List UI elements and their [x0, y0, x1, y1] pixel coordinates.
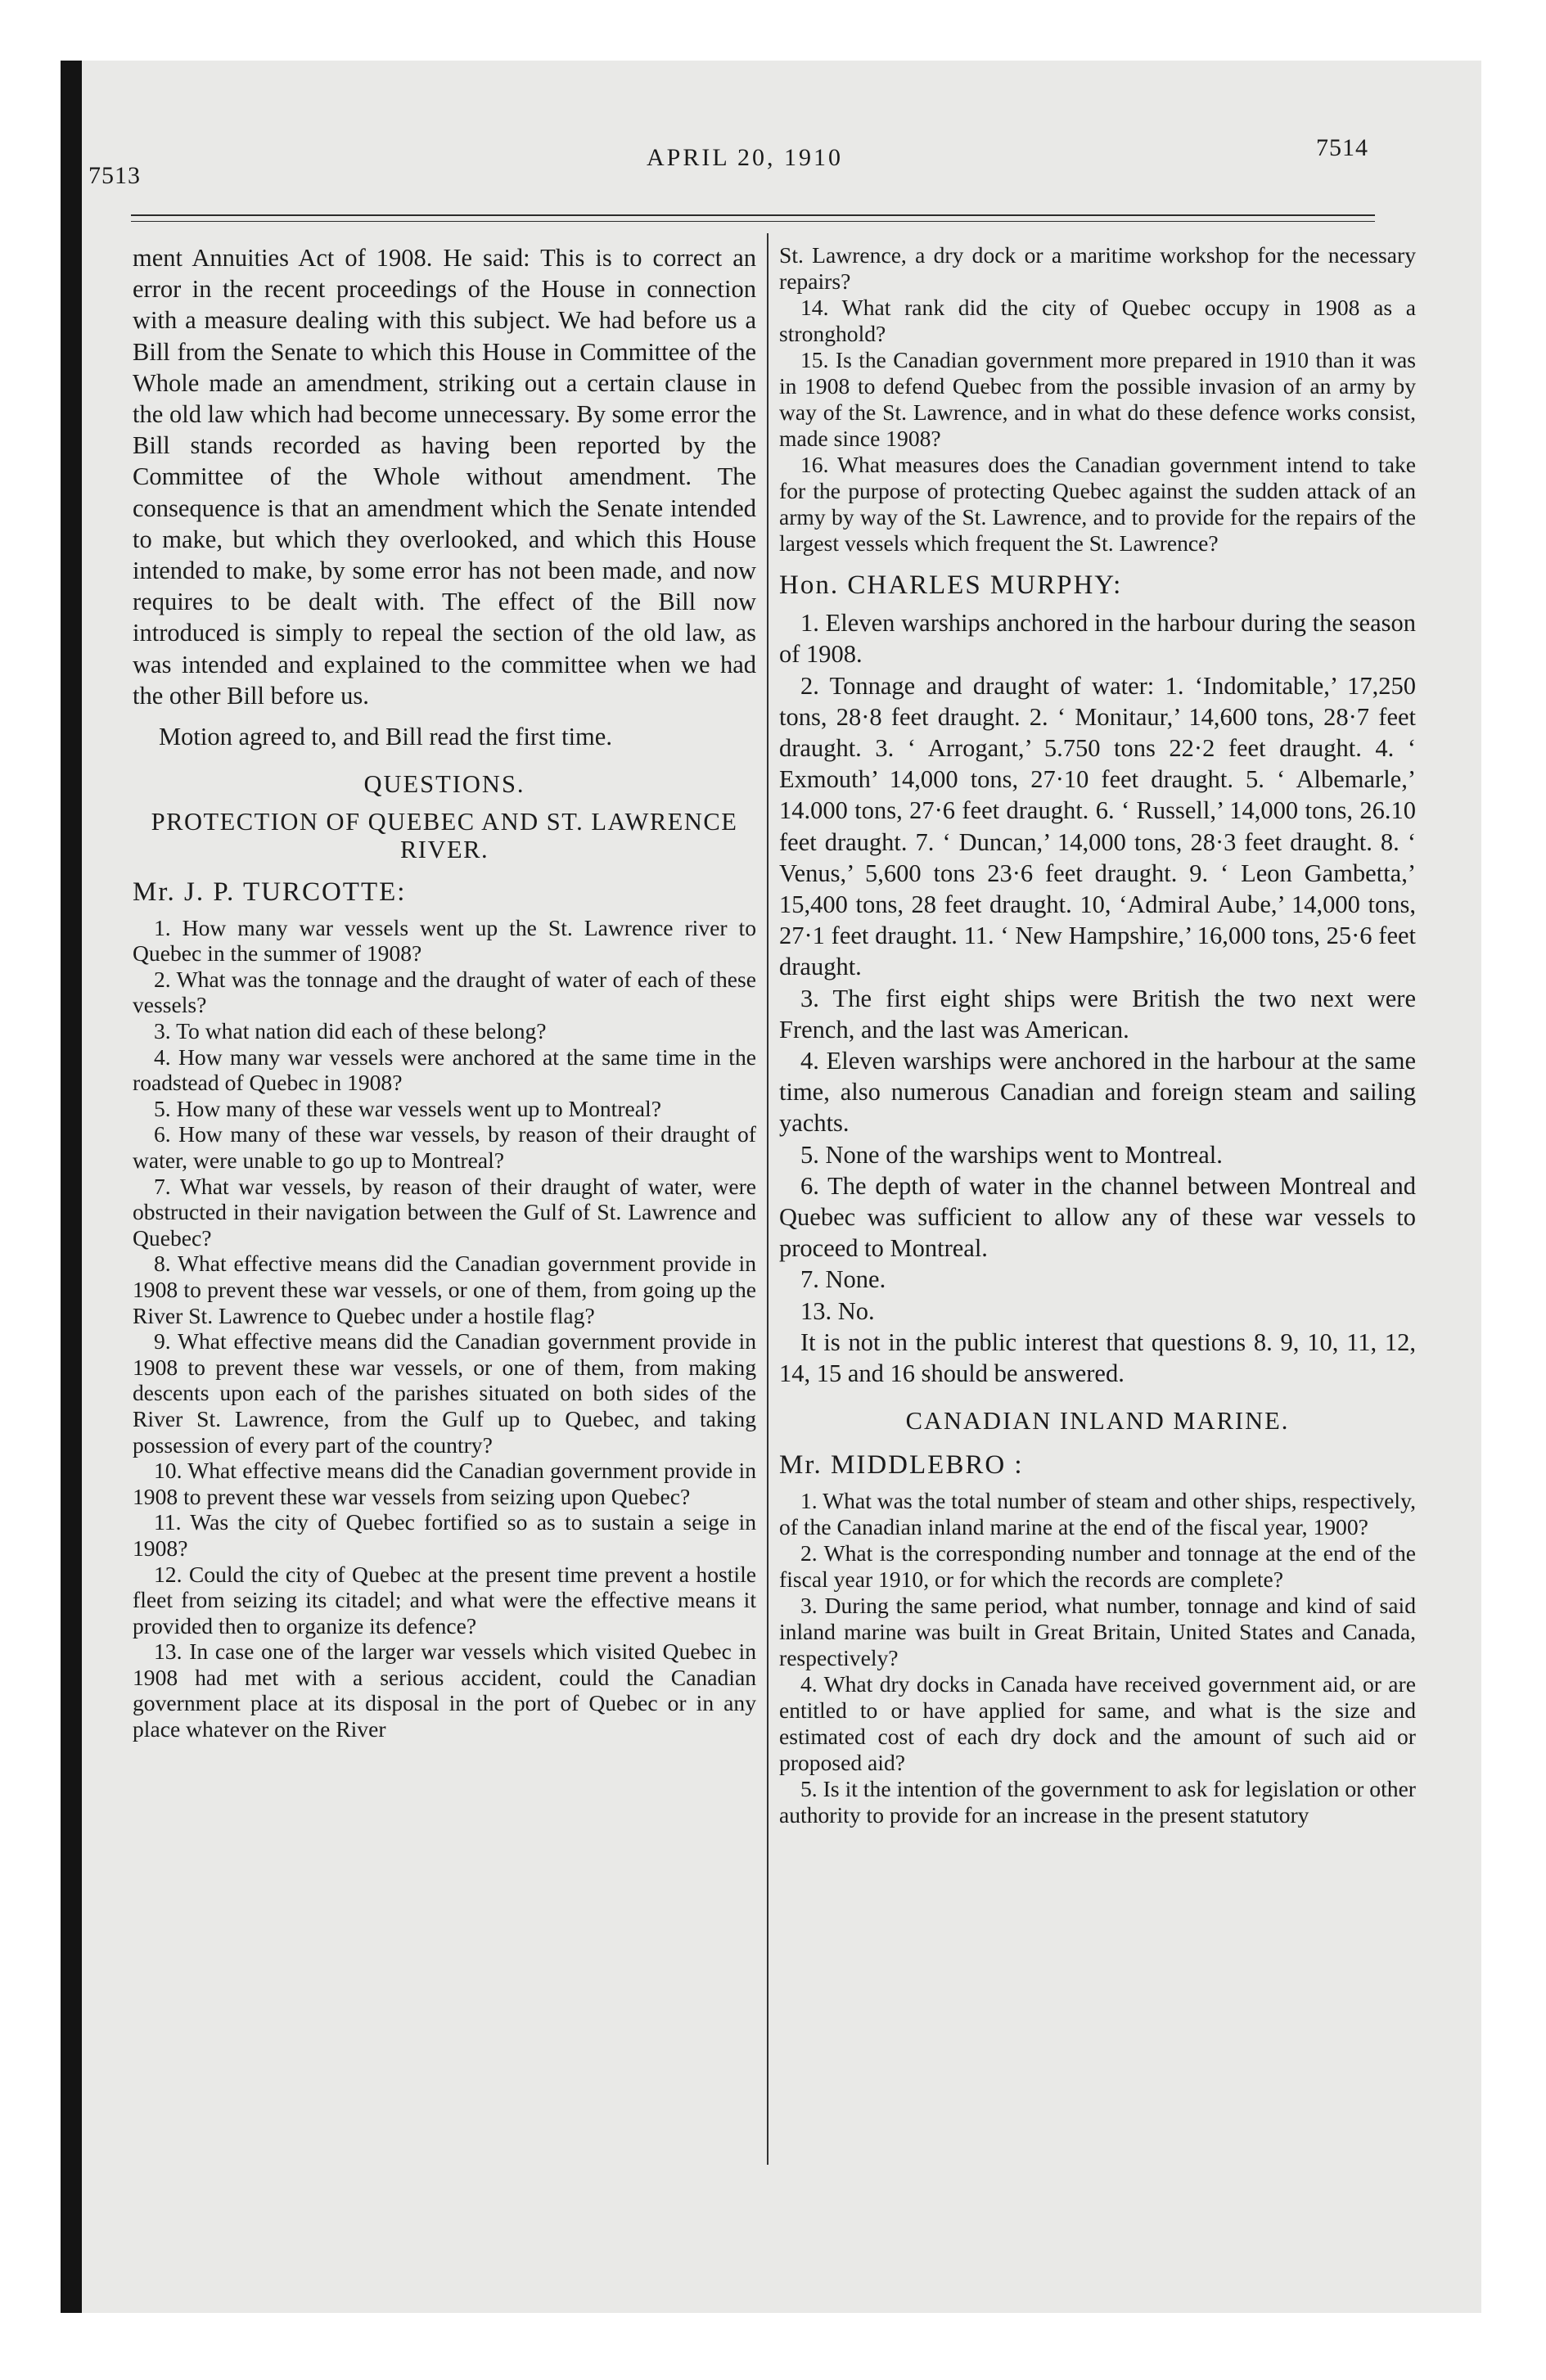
- page-date: APRIL 20, 1910: [647, 144, 844, 171]
- header-rule: [131, 214, 1375, 216]
- answer-item: 3. The first eight ships were British the two next were French, and the last was American.: [779, 984, 1416, 1044]
- question-item: 13. In case one of the larger war vessels which visited Quebec in 1908 had met with a serious accident, could the Canadian government place at its disposal in the port of Quebec or in any place whatever on the River: [133, 1639, 756, 1742]
- question-item: 7. What war vessels, by reason of their draught of water, were obstructed in their navigation between the Gulf of St. Lawrence and Quebec?: [133, 1173, 756, 1251]
- question-item: 11. Was the city of Quebec fortified so as to sustain a seige in 1908?: [133, 1509, 756, 1561]
- questions-heading: QUESTIONS.: [363, 770, 525, 799]
- right-column: [779, 242, 1416, 1828]
- answer-item: 7. None.: [800, 1265, 886, 1294]
- answer-item: 6. The depth of water in the channel between Montreal and Quebec was sufficient to allow any of these war vessels to proceed to Montreal.: [779, 1171, 1416, 1263]
- question-item: 3. To what nation did each of these belong?: [154, 1018, 547, 1044]
- question-item: 15. Is the Canadian government more prepared in 1910 than it was in 1908 to defend Quebec from the possible invasion of an army by way of the St. Lawrence, and in what do these defence works consist, made since 1908?: [779, 347, 1416, 451]
- intro-paragraph: ment Annuities Act of 1908. He said: This is to correct an error in the recent proceedings of the House in connection with a measure dealing with this subject. We had before us a Bill from the Senate to which this House in Committee of the Whole made an amendment, striking out a certain clause in the old law which had become unnecessary. By some error the Bill stands recorded as having been reported by the Committee of the Whole without amendment. The consequence is that an amendment which the Senate intended to make, but which they overlooked, and which this House intended to make, by some error has not been made, and now requires to be dealt with. The effect of the Bill now introduced is simply to repeal the section of the old law, as was intended and explained to the committee when we had the other Bill before us.: [133, 244, 756, 710]
- question-item: 6. How many of these war vessels, by reason of their draught of water, were unable to go up to Montreal?: [133, 1121, 756, 1173]
- answer-item: 4. Eleven warships were anchored in the harbour at the same time, also numerous Canadian and foreign steam and sailing yachts.: [779, 1047, 1416, 1138]
- question-item: 8. What effective means did the Canadian government provide in 1908 to prevent these war vessels, or one of them, from going up the River St. Lawrence to Quebec under a hostile flag?: [133, 1251, 756, 1328]
- header-rule-thin: [131, 221, 1375, 222]
- answer-item: 2. Tonnage and draught of water: 1. ‘Indomitable,’ 17,250 tons, 28·8 feet draught. 2. ‘ Monitaur,’ 14,600 tons, 28·7 feet draught. 3. ‘ Arrogant,’ 5.750 tons 22·2 feet draught. 4. ‘ Exmouth’ 14,000 tons, 27·10 feet draught. 5. ‘ Albemarle,’ 14.000 tons, 27·6 feet draught. 6. ‘ Russell,’ 14,000 tons, 26.10 feet draught. 7. ‘ Duncan,’ 14,000 tons, 28·3 feet draught. 8. ‘ Venus,’ 5,600 tons 23·6 feet draught. 9. ‘ Leon Gambetta,’ 15,400 tons, 28 feet draught. 10, ‘Admiral Aube,’ 14,000 tons, 27·1 feet draught. 11. ‘ New Hampshire,’ 16,000 tons, 25·6 feet draught.: [779, 671, 1416, 981]
- question-item: 12. Could the city of Quebec at the present time prevent a hostile fleet from seizing its citadel; and what were the effective means it provided then to organize its defence?: [133, 1561, 756, 1639]
- motion-paragraph: Motion agreed to, and Bill read the first time.: [159, 723, 612, 751]
- page-number-right: 7514: [1316, 134, 1368, 161]
- answer-item: 5. None of the warships went to Montreal.: [800, 1140, 1223, 1169]
- question-item: 14. What rank did the city of Quebec occupy in 1908 as a stronghold?: [779, 295, 1416, 346]
- question-item: 5. How many of these war vessels went up to Montreal?: [154, 1095, 661, 1121]
- marine-heading: CANADIAN INLAND MARINE.: [905, 1407, 1290, 1436]
- protection-heading: PROTECTION OF QUEBEC AND ST. LAWRENCE RIVER.: [151, 808, 738, 864]
- speaker-murphy: Hon. CHARLES MURPHY:: [779, 570, 1123, 600]
- marine-question-item: 5. Is it the intention of the government to ask for legislation or other authority to provide for an increase in the present statutory: [779, 1775, 1416, 1828]
- answer-item: 1. Eleven warships anchored in the harbour during the season of 1908.: [779, 609, 1416, 669]
- question-item: 10. What effective means did the Canadian government provide in 1908 to prevent these war vessels from seizing upon Quebec?: [133, 1458, 756, 1509]
- question-item: 2. What was the tonnage and the draught of water of each of these vessels?: [133, 966, 756, 1018]
- speaker-turcotte: Mr. J. P. TURCOTTE:: [133, 877, 407, 908]
- answer-item: 13. No.: [800, 1296, 875, 1325]
- page-number-left: 7513: [88, 162, 141, 189]
- column-divider: [767, 233, 768, 2165]
- left-column: [133, 242, 756, 1742]
- speaker-middlebro: Mr. MIDDLEBRO :: [779, 1450, 1024, 1481]
- question-item: 16. What measures does the Canadian government intend to take for the purpose of protecting Quebec against the sudden attack of an army by way of the St. Lawrence, and to provide for the repairs of the largest vessels which frequent the St. Lawrence?: [779, 452, 1416, 556]
- question-item: 9. What effective means did the Canadian government provide in 1908 to prevent these war vessels, or one of them, from making descents upon each of the parishes situated on both sides of the River St. Lawrence, from the Gulf up to Quebec, and taking possession of every part of the country?: [133, 1328, 756, 1458]
- marine-question-item: 2. What is the corresponding number and tonnage at the end of the fiscal year 1910, or for which the records are complete?: [779, 1539, 1416, 1592]
- question-item: 1. How many war vessels went up the St. Lawrence river to Quebec in the summer of 1908?: [133, 914, 756, 967]
- scan-edge: [61, 61, 82, 2313]
- marine-question-item: 1. What was the total number of steam and other ships, respectively, of the Canadian inland marine at the end of the fiscal year, 1900?: [779, 1487, 1416, 1539]
- question-continuation: St. Lawrence, a dry dock or a maritime workshop for the necessary repairs?: [779, 242, 1416, 294]
- marine-question-item: 4. What dry docks in Canada have received government aid, or are entitled to or have applied for same, and what is the size and estimated cost of each dry dock and the amount of such aid or proposed aid?: [779, 1670, 1416, 1775]
- answer-item: It is not in the public interest that questions 8. 9, 10, 11, 12, 14, 15 and 16 should be answered.: [779, 1327, 1416, 1388]
- question-item: 4. How many war vessels were anchored at the same time in the roadstead of Quebec in 1908?: [133, 1044, 756, 1096]
- marine-question-item: 3. During the same period, what number, tonnage and kind of said inland marine was built in Great Britain, United States and Canada, respectively?: [779, 1592, 1416, 1670]
